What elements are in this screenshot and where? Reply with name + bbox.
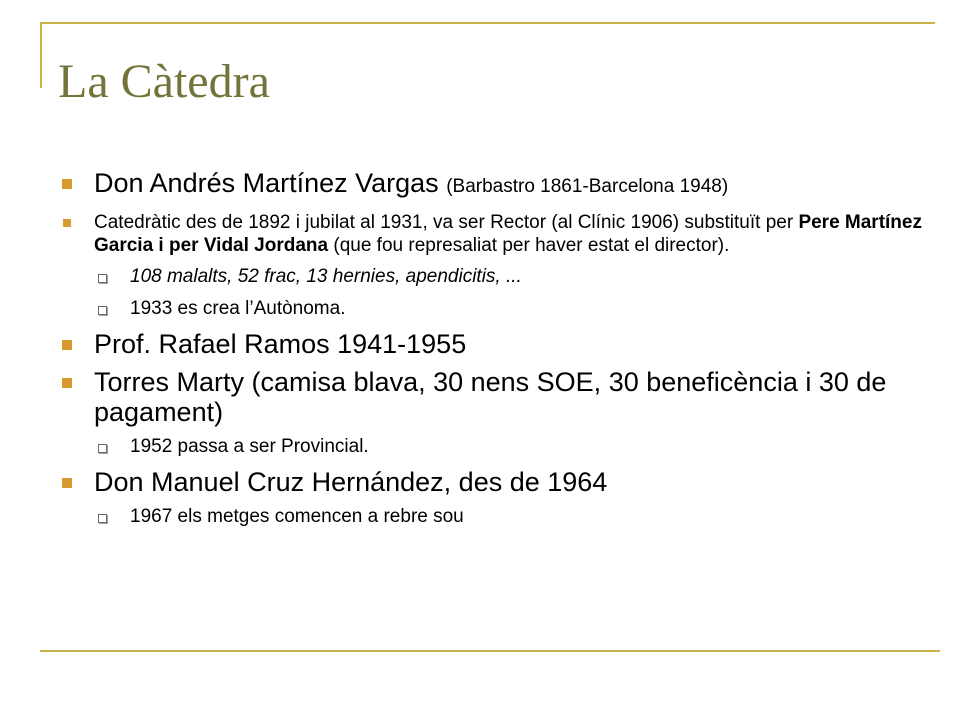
frame-bottom-line bbox=[40, 650, 940, 652]
hollow-square-bullet-icon bbox=[98, 274, 107, 283]
hollow-square-bullet-icon bbox=[98, 514, 107, 523]
bullet-item-martinez-vargas bbox=[62, 168, 922, 202]
bullet-text: Catedràtic des de 1892 i jubilat al 1931, va ser Rector (al Clínic 1906) substituït per bbox=[94, 212, 799, 233]
bullet-item-torres-marty bbox=[62, 367, 922, 427]
square-bullet-icon bbox=[62, 179, 72, 189]
bullet-item-ramos bbox=[62, 329, 922, 359]
bullet-item-catedratic bbox=[62, 211, 922, 257]
square-bullet-icon bbox=[62, 378, 72, 388]
bullet-text: Prof. Rafael Ramos 1941-1955 bbox=[94, 329, 467, 359]
sub-item-sou bbox=[62, 505, 922, 529]
sub-item-autonoma bbox=[62, 297, 922, 321]
hollow-square-bullet-icon bbox=[98, 444, 107, 453]
square-bullet-icon bbox=[63, 219, 71, 227]
sub-item-text: 108 malalts, 52 frac, 13 hernies, apendicitis, ... bbox=[130, 266, 522, 287]
bullet-text: Torres Marty (camisa blava, 30 nens SOE, 30 beneficència i 30 de pagament) bbox=[94, 367, 887, 427]
sub-item-malalts bbox=[62, 265, 922, 289]
slide-title: La Càtedra bbox=[58, 55, 270, 108]
bullet-bold-text: Pere Martínez Garcia i per Vidal Jordana bbox=[94, 212, 922, 256]
sub-item-text: 1952 passa a ser Provincial. bbox=[130, 436, 369, 457]
hollow-square-bullet-icon bbox=[98, 306, 107, 315]
square-bullet-icon bbox=[62, 478, 72, 488]
bullet-text-end: (que fou represaliat per haver estat el director). bbox=[328, 235, 730, 256]
sub-item-text: 1933 es crea l’Autònoma. bbox=[130, 298, 346, 319]
bullet-text: Don Andrés Martínez Vargas bbox=[94, 168, 447, 198]
sub-item-provincial bbox=[62, 435, 922, 459]
bullet-text: Don Manuel Cruz Hernández, des de 1964 bbox=[94, 467, 608, 497]
square-bullet-icon bbox=[62, 340, 72, 350]
sub-item-text: 1967 els metges comencen a rebre sou bbox=[130, 506, 464, 527]
bullet-paren-text: (Barbastro 1861-Barcelona 1948) bbox=[446, 176, 729, 197]
slide-content bbox=[62, 168, 922, 529]
bullet-item-cruz-hernandez bbox=[62, 467, 922, 497]
frame-left-line bbox=[40, 22, 42, 88]
frame-top-line bbox=[40, 22, 935, 24]
